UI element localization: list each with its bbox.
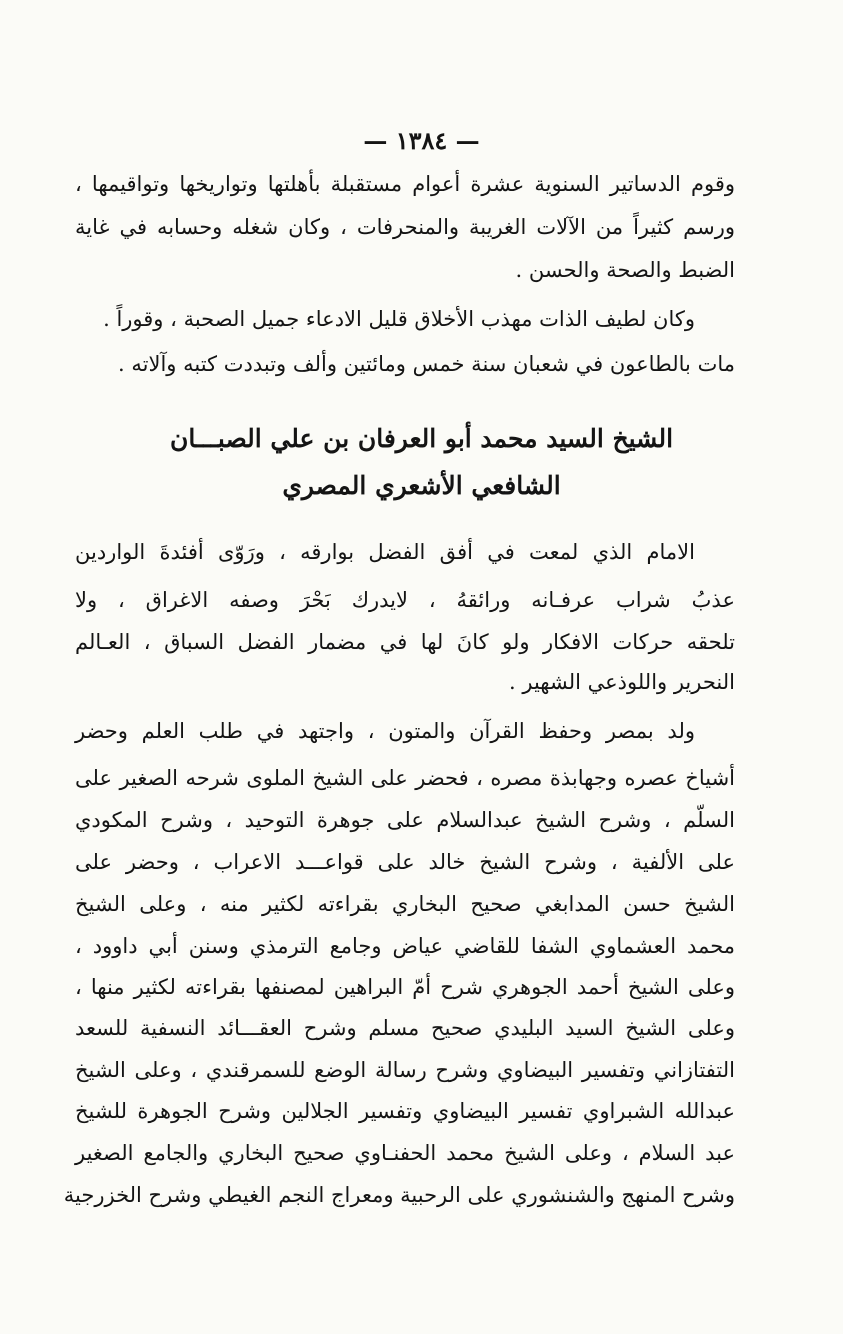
biography-line-1: ولد بمصر وحفظ القرآن والمتون ، واجتهد في طلب العلم وحضر (75, 719, 695, 743)
intro-line-2: ورسم كثيراً من الآلات الغريبة والمنحرفات ، وكان شغله وحسابه في غاية (75, 215, 735, 239)
biography-line-11: عبد السلام ، وعلى الشيخ محمد الحفنـاوي صحيح البخاري والجامع الصغير (75, 1141, 735, 1165)
page-number: — ١٣٨٤ — (363, 126, 480, 155)
praise-line-3: تلحقه حركات الافكار ولو كانَ لها في مضمار الفضل السباق ، العـالم (75, 630, 735, 654)
biography-line-8: وعلى الشيخ السيد البليدي صحيح مسلم وشرح العقـــائد النسفية للسعد (75, 1016, 735, 1040)
biography-line-6: محمد العشماوي الشفا للقاضي عياض وجامع الترمذي وسنن أبي داوود ، (75, 934, 735, 958)
biography-line-9: التفتازاني وتفسير البيضاوي وشرح رسالة الوضع للسمرقندي ، وعلى الشيخ (75, 1058, 735, 1082)
intro-line-1: وقوم الدساتير السنوية عشرة أعوام مستقبلة بأهلتها وتواريخها وتواقيمها ، (75, 172, 735, 196)
praise-line-2: عذبُ شراب عرفـانه ورائقهُ ، لايدرك بَحْرَ وصفه الاغراق ، ولا (75, 588, 735, 612)
biography-line-5: الشيخ حسن المدابغي صحيح البخاري بقراءته لكثير منه ، وعلى الشيخ (75, 892, 735, 916)
biography-heading-line-1: الشيخ السيد محمد أبو العرفان بن علي الصبـــان (169, 424, 674, 453)
biography-line-3: السلّم ، وشرح الشيخ عبدالسلام على جوهرة التوحيد ، وشرح المكودي (75, 808, 735, 832)
biography-line-2: أشياخ عصره وجهابذة مصره ، فحضر على الشيخ الملوى شرحه الصغير على (75, 766, 735, 790)
character-line-2: مات بالطاعون في شعبان سنة خمس ومائتين وألف وتبددت كتبه وآلاته . (118, 352, 735, 376)
intro-line-3: الضبط والصحة والحسن . (515, 258, 735, 282)
biography-line-12: وشرح المنهج والشنشوري على الرحبية ومعراج النجم الغيطي وشرح الخزرجية (63, 1183, 735, 1207)
biography-line-7: وعلى الشيخ أحمد الجوهري شرح أمّ البراهين لمصنفها بقراءته لكثير منها ، (75, 975, 735, 999)
character-line-1: وكان لطيف الذات مهذب الأخلاق قليل الادعاء جميل الصحبة ، وقوراً . (103, 307, 695, 331)
biography-line-4: على الألفية ، وشرح الشيخ خالد على قواعـــد الاعراب ، وحضر على (75, 850, 735, 874)
biography-line-10: عبدالله الشبراوي تفسير البيضاوي وتفسير الجلالين وشرح الجوهرة للشيخ (75, 1099, 735, 1123)
praise-line-1: الامام الذي لمعت في أفق الفضل بوارقه ، ورَوّى أفئدةَ الواردين (75, 540, 695, 564)
biography-heading-line-2: الشافعي الأشعري المصري (282, 471, 561, 500)
praise-line-4: النحرير واللوذعي الشهير . (509, 670, 735, 694)
